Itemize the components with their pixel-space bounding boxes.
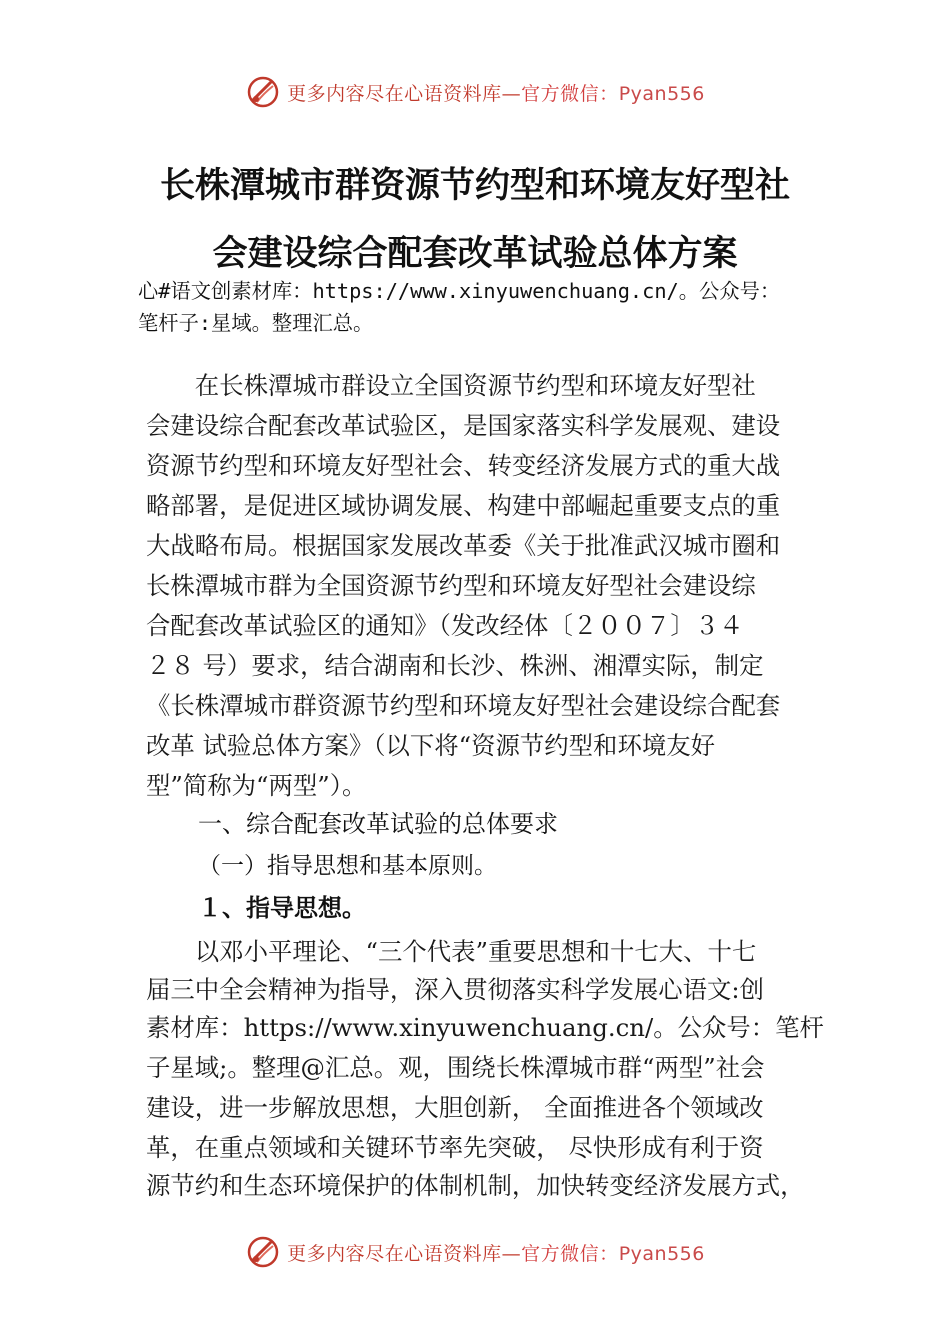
paragraph-line: 源节约和生态环境保护的体制机制，加快转变经济发展方式， xyxy=(146,1171,805,1200)
source-note-line-2: 笔杆子:星域。整理汇总。 xyxy=(138,311,374,335)
banner-text: 更多内容尽在心语资料库—官方微信：Pyan556 xyxy=(287,82,705,105)
brush-logo-icon xyxy=(245,1234,281,1270)
paragraph-line: 改革 试验总体方案》（以下将“资源节约型和环境友好 xyxy=(146,731,716,760)
document-title-line-1: 长株潭城市群资源节约型和环境友好型社 xyxy=(159,166,790,206)
paragraph-line: 素材库：https://www.xinyuwenchuang.cn/。公众号：笔杆 xyxy=(146,1013,824,1042)
paragraph-line: 型”简称为“两型”）。 xyxy=(146,771,367,800)
header-banner xyxy=(0,72,950,112)
section-heading: 一、综合配套改革试验的总体要求 xyxy=(198,810,558,838)
footer-banner xyxy=(0,1232,950,1272)
paragraph-line: 大战略布局。根据国家发展改革委《关于批准武汉城市圈和 xyxy=(146,531,781,560)
paragraph-line: 子星域;。整理@汇总。观，围绕长株潭城市群“两型”社会 xyxy=(146,1053,765,1082)
paragraph-line: 略部署，是促进区域协调发展、构建中部崛起重要支点的重 xyxy=(146,491,781,520)
source-note-line-1: 心#语文创素材库：https://www.xinyuwenchuang.cn/。公众号： xyxy=(138,279,781,303)
paragraph-line: 合配套改革试验区的通知》（发改经体〔２００７〕３４ xyxy=(146,611,744,640)
paragraph-line: 在长株潭城市群设立全国资源节约型和环境友好型社 xyxy=(146,371,756,400)
paragraph-line: 革，在重点领域和关键环节率先突破， 尽快形成有利于资 xyxy=(146,1133,764,1162)
paragraph-line: ２８ 号）要求，结合湖南和长沙、株洲、湘潭实际，制定 xyxy=(146,651,764,680)
paragraph-line: 长株潭城市群为全国资源节约型和环境友好型社会建设综 xyxy=(146,571,756,600)
brush-logo-icon xyxy=(245,74,281,110)
paragraph-line: 以邓小平理论、“三个代表”重要思想和十七大、十七 xyxy=(146,937,757,966)
paragraph-line: 会建设综合配套改革试验区，是国家落实科学发展观、建设 xyxy=(146,411,781,440)
paragraph-line: 届三中全会精神为指导，深入贯彻落实科学发展心语文:创 xyxy=(146,975,764,1004)
paragraph-line: 资源节约型和环境友好型社会、转变经济发展方式的重大战 xyxy=(146,451,781,480)
subsection-heading: （一）指导思想和基本原则。 xyxy=(198,853,497,879)
banner-text: 更多内容尽在心语资料库—官方微信：Pyan556 xyxy=(287,1242,705,1265)
item-heading: １、指导思想。 xyxy=(198,894,366,922)
paragraph-line: 建设，进一步解放思想，大胆创新， 全面推进各个领域改 xyxy=(146,1093,764,1122)
document-title-line-2: 会建设综合配套改革试验总体方案 xyxy=(212,234,738,274)
paragraph-line: 《长株潭城市群资源节约型和环境友好型社会建设综合配套 xyxy=(146,691,781,720)
